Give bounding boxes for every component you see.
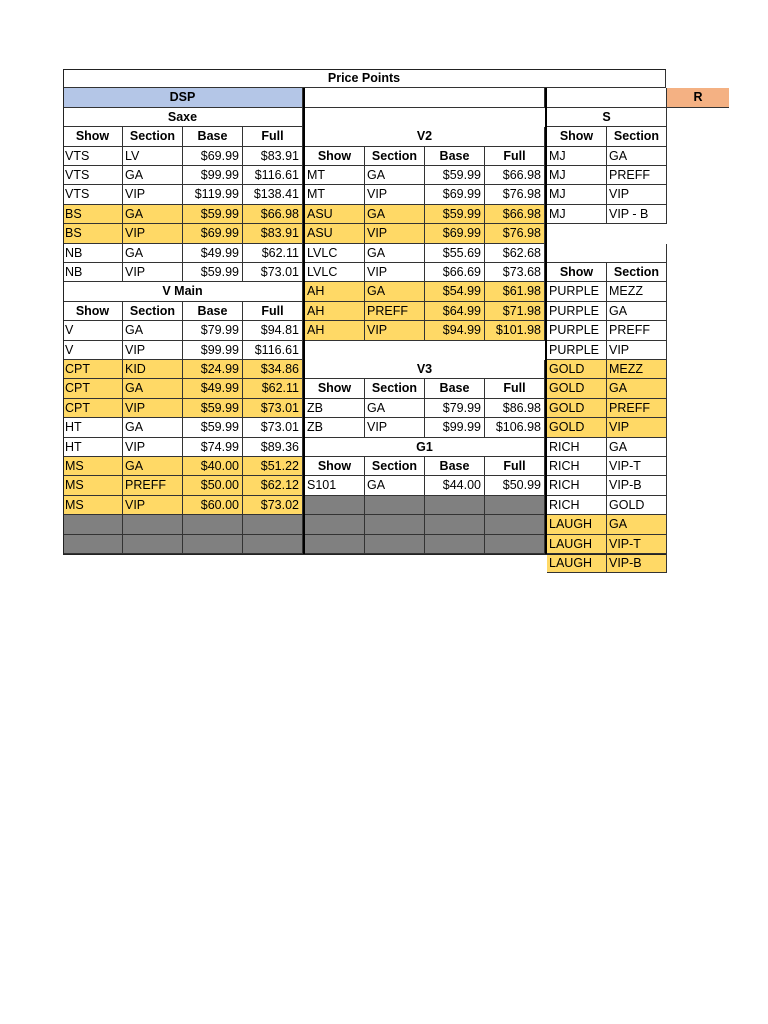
column-header-r2-1[interactable]: Section xyxy=(607,263,667,282)
cutoff-cell[interactable] xyxy=(667,263,728,282)
table-cell-v3[interactable]: ZB xyxy=(305,418,365,437)
table-cell-g1[interactable]: S101 xyxy=(305,476,365,495)
table-cell-vmain[interactable]: $94.81 xyxy=(243,321,303,340)
table-cell-r2[interactable]: LAUGH xyxy=(547,535,607,554)
table-cell-v2[interactable]: LVLC xyxy=(305,263,365,282)
table-cell-v2[interactable]: PREFF xyxy=(365,302,425,321)
empty-cell[interactable] xyxy=(485,496,545,515)
table-cell-v2[interactable]: $66.98 xyxy=(485,166,545,185)
table-cell-vmain[interactable]: VIP xyxy=(123,496,183,515)
column-header-vmain-0[interactable]: Show xyxy=(63,302,123,321)
table-cell-r2[interactable]: VIP-T xyxy=(607,457,667,476)
table-cell-vmain[interactable]: GA xyxy=(123,379,183,398)
table-cell-r2[interactable]: RICH xyxy=(547,476,607,495)
table-cell-r2[interactable]: VIP-T xyxy=(607,535,667,554)
table-cell-g1[interactable]: $50.99 xyxy=(485,476,545,495)
column-header-g1-0[interactable]: Show xyxy=(305,457,365,476)
cutoff-cell[interactable] xyxy=(667,205,728,224)
cutoff-cell[interactable] xyxy=(667,379,728,398)
table-cell-v2[interactable]: AH xyxy=(305,321,365,340)
cutoff-cell[interactable] xyxy=(667,127,728,146)
table-title-vmain[interactable]: V Main xyxy=(63,282,303,301)
table-cell-vmain[interactable]: $89.36 xyxy=(243,438,303,457)
table-cell-vmain[interactable]: GA xyxy=(123,321,183,340)
empty-cell[interactable] xyxy=(485,535,545,554)
table-title-r1[interactable]: S xyxy=(547,108,667,127)
table-cell-vmain[interactable]: CPT xyxy=(63,379,123,398)
empty-cell[interactable] xyxy=(365,535,425,554)
table-cell-r2[interactable]: MEZZ xyxy=(607,282,667,301)
table-cell-v2[interactable]: GA xyxy=(365,244,425,263)
table-cell-v2[interactable]: $94.99 xyxy=(425,321,485,340)
table-cell-r2[interactable]: LAUGH xyxy=(547,554,607,573)
table-cell-v2[interactable]: $101.98 xyxy=(485,321,545,340)
empty-cell[interactable] xyxy=(123,535,183,554)
table-cell-r1[interactable]: MJ xyxy=(547,166,607,185)
table-cell-r1[interactable]: PREFF xyxy=(607,166,667,185)
table-cell-v2[interactable]: $61.98 xyxy=(485,282,545,301)
empty-cell[interactable] xyxy=(425,496,485,515)
table-cell-r2[interactable]: GA xyxy=(607,438,667,457)
table-cell-v2[interactable]: $76.98 xyxy=(485,185,545,204)
table-cell-vmain[interactable]: $51.22 xyxy=(243,457,303,476)
table-cell-r1[interactable]: GA xyxy=(607,147,667,166)
table-cell-vmain[interactable]: MS xyxy=(63,457,123,476)
sheet-title[interactable]: Price Points xyxy=(63,69,666,88)
table-cell-v2[interactable]: $66.98 xyxy=(485,205,545,224)
column-header-vmain-3[interactable]: Full xyxy=(243,302,303,321)
empty-cell[interactable] xyxy=(183,515,243,534)
table-cell-r2[interactable]: PURPLE xyxy=(547,282,607,301)
table-cell-v2[interactable]: $59.99 xyxy=(425,205,485,224)
table-cell-vmain[interactable]: $24.99 xyxy=(183,360,243,379)
table-cell-saxe[interactable]: VTS xyxy=(63,166,123,185)
table-cell-r2[interactable]: GOLD xyxy=(547,418,607,437)
table-cell-r2[interactable]: VIP-B xyxy=(607,476,667,495)
column-header-v2-0[interactable]: Show xyxy=(305,147,365,166)
table-cell-vmain[interactable]: CPT xyxy=(63,399,123,418)
empty-cell[interactable] xyxy=(305,535,365,554)
table-cell-vmain[interactable]: KID xyxy=(123,360,183,379)
table-cell-v2[interactable]: VIP xyxy=(365,263,425,282)
table-cell-saxe[interactable]: VIP xyxy=(123,224,183,243)
column-header-v3-0[interactable]: Show xyxy=(305,379,365,398)
cutoff-cell[interactable] xyxy=(667,515,728,534)
cutoff-cell[interactable] xyxy=(667,147,728,166)
table-cell-g1[interactable]: $44.00 xyxy=(425,476,485,495)
table-cell-g1[interactable]: GA xyxy=(365,476,425,495)
cutoff-cell[interactable] xyxy=(667,496,728,515)
table-cell-saxe[interactable]: NB xyxy=(63,263,123,282)
table-cell-v3[interactable]: $106.98 xyxy=(485,418,545,437)
table-cell-v2[interactable]: $76.98 xyxy=(485,224,545,243)
table-cell-v2[interactable]: $64.99 xyxy=(425,302,485,321)
table-cell-vmain[interactable]: $74.99 xyxy=(183,438,243,457)
table-cell-vmain[interactable]: MS xyxy=(63,496,123,515)
table-cell-v2[interactable]: ASU xyxy=(305,224,365,243)
table-cell-r2[interactable]: VIP xyxy=(607,418,667,437)
table-cell-r2[interactable]: GOLD xyxy=(607,496,667,515)
table-cell-v2[interactable]: MT xyxy=(305,166,365,185)
table-cell-r2[interactable]: GA xyxy=(607,379,667,398)
cutoff-cell[interactable] xyxy=(667,360,728,379)
table-cell-saxe[interactable]: $99.99 xyxy=(183,166,243,185)
table-cell-v2[interactable]: ASU xyxy=(305,205,365,224)
table-cell-r2[interactable]: VIP xyxy=(607,341,667,360)
table-cell-saxe[interactable]: VIP xyxy=(123,263,183,282)
column-header-vmain-2[interactable]: Base xyxy=(183,302,243,321)
column-header-v2-1[interactable]: Section xyxy=(365,147,425,166)
cutoff-cell[interactable] xyxy=(667,418,728,437)
empty-cell[interactable] xyxy=(365,515,425,534)
column-header-v2-3[interactable]: Full xyxy=(485,147,545,166)
table-cell-vmain[interactable]: $60.00 xyxy=(183,496,243,515)
empty-cell[interactable] xyxy=(485,515,545,534)
block-separator xyxy=(303,88,305,554)
table-cell-v2[interactable]: GA xyxy=(365,282,425,301)
table-spacer-r2[interactable] xyxy=(547,244,667,263)
table-cell-vmain[interactable]: MS xyxy=(63,476,123,495)
table-cell-saxe[interactable]: VIP xyxy=(123,185,183,204)
cutoff-cell[interactable] xyxy=(667,399,728,418)
table-title-g1[interactable]: G1 xyxy=(305,438,545,457)
table-cell-r2[interactable]: PREFF xyxy=(607,399,667,418)
column-header-saxe-0[interactable]: Show xyxy=(63,127,123,146)
table-cell-vmain[interactable]: $49.99 xyxy=(183,379,243,398)
table-cell-v2[interactable]: MT xyxy=(305,185,365,204)
table-cell-saxe[interactable]: GA xyxy=(123,205,183,224)
table-cell-vmain[interactable]: $34.86 xyxy=(243,360,303,379)
table-cell-r2[interactable]: GOLD xyxy=(547,360,607,379)
table-title-saxe[interactable]: Saxe xyxy=(63,108,303,127)
empty-cell[interactable] xyxy=(63,515,123,534)
table-cell-r1[interactable]: MJ xyxy=(547,205,607,224)
column-header-r2-0[interactable]: Show xyxy=(547,263,607,282)
empty-cell[interactable] xyxy=(305,496,365,515)
table-cell-v2[interactable]: $71.98 xyxy=(485,302,545,321)
table-cell-r2[interactable]: GA xyxy=(607,302,667,321)
table-cell-v2[interactable]: $55.69 xyxy=(425,244,485,263)
table-cell-saxe[interactable]: $69.99 xyxy=(183,224,243,243)
table-cell-vmain[interactable]: $99.99 xyxy=(183,341,243,360)
empty-cell[interactable] xyxy=(305,515,365,534)
cutoff-cell[interactable] xyxy=(667,535,728,554)
table-cell-v2[interactable]: LVLC xyxy=(305,244,365,263)
table-cell-vmain[interactable]: $40.00 xyxy=(183,457,243,476)
table-cell-v3[interactable]: $99.99 xyxy=(425,418,485,437)
table-cell-vmain[interactable]: V xyxy=(63,341,123,360)
cutoff-cell[interactable] xyxy=(667,224,728,243)
table-cell-v3[interactable]: VIP xyxy=(365,418,425,437)
table-cell-v2[interactable]: $73.68 xyxy=(485,263,545,282)
table-cell-v2[interactable]: GA xyxy=(365,205,425,224)
cutoff-cell[interactable] xyxy=(667,438,728,457)
table-cell-v3[interactable]: $79.99 xyxy=(425,399,485,418)
empty-cell[interactable] xyxy=(63,535,123,554)
table-cell-r1[interactable]: MJ xyxy=(547,147,607,166)
empty-cell[interactable] xyxy=(123,515,183,534)
table-cell-saxe[interactable]: BS xyxy=(63,205,123,224)
table-cell-r2[interactable]: RICH xyxy=(547,438,607,457)
table-cell-r2[interactable]: PREFF xyxy=(607,321,667,340)
table-cell-r1[interactable]: VIP - B xyxy=(607,205,667,224)
table-cell-r2[interactable]: RICH xyxy=(547,496,607,515)
table-cell-saxe[interactable]: $59.99 xyxy=(183,263,243,282)
table-cell-v3[interactable]: $86.98 xyxy=(485,399,545,418)
table-cell-r2[interactable]: LAUGH xyxy=(547,515,607,534)
cutoff-cell[interactable] xyxy=(667,321,728,340)
table-cell-vmain[interactable]: $73.02 xyxy=(243,496,303,515)
table-cell-vmain[interactable]: GA xyxy=(123,457,183,476)
cutoff-cell[interactable] xyxy=(667,302,728,321)
column-header-v3-2[interactable]: Base xyxy=(425,379,485,398)
price-points-sheet xyxy=(63,69,728,570)
cutoff-cell[interactable] xyxy=(667,476,728,495)
cutoff-cell[interactable] xyxy=(667,457,728,476)
column-header-g1-3[interactable]: Full xyxy=(485,457,545,476)
column-header-g1-1[interactable]: Section xyxy=(365,457,425,476)
table-cell-vmain[interactable]: HT xyxy=(63,438,123,457)
table-cell-vmain[interactable]: CPT xyxy=(63,360,123,379)
empty-cell[interactable] xyxy=(365,496,425,515)
table-cell-r2[interactable]: PURPLE xyxy=(547,321,607,340)
cutoff-cell[interactable] xyxy=(667,108,728,127)
table-cell-r2[interactable]: PURPLE xyxy=(547,341,607,360)
group-header-right-cell[interactable] xyxy=(547,88,667,107)
table-cell-saxe[interactable]: BS xyxy=(63,224,123,243)
column-header-r1-1[interactable]: Section xyxy=(607,127,667,146)
empty-cell[interactable] xyxy=(425,535,485,554)
table-cell-r1[interactable]: MJ xyxy=(547,185,607,204)
column-header-r1-0[interactable]: Show xyxy=(547,127,607,146)
table-cell-r2[interactable]: MEZZ xyxy=(607,360,667,379)
table-cell-saxe[interactable]: VTS xyxy=(63,185,123,204)
table-cell-v2[interactable]: $59.99 xyxy=(425,166,485,185)
table-cell-vmain[interactable]: $59.99 xyxy=(183,399,243,418)
table-cell-vmain[interactable]: HT xyxy=(63,418,123,437)
table-cell-vmain[interactable]: V xyxy=(63,321,123,340)
empty-cell[interactable] xyxy=(243,515,303,534)
table-cell-saxe[interactable]: VTS xyxy=(63,147,123,166)
column-header-saxe-2[interactable]: Base xyxy=(183,127,243,146)
table-cell-vmain[interactable]: $59.99 xyxy=(183,418,243,437)
column-header-v3-1[interactable]: Section xyxy=(365,379,425,398)
table-cell-saxe[interactable]: $59.99 xyxy=(183,205,243,224)
column-header-vmain-1[interactable]: Section xyxy=(123,302,183,321)
table-cell-saxe[interactable]: GA xyxy=(123,166,183,185)
table-cell-r2[interactable]: VIP-B xyxy=(607,554,667,573)
table-cell-v2[interactable]: $69.99 xyxy=(425,185,485,204)
table-cell-v2[interactable]: $69.99 xyxy=(425,224,485,243)
table-cell-v2[interactable]: $54.99 xyxy=(425,282,485,301)
table-cell-saxe[interactable]: $69.99 xyxy=(183,147,243,166)
table-cell-saxe[interactable]: $83.91 xyxy=(243,224,303,243)
column-header-saxe-3[interactable]: Full xyxy=(243,127,303,146)
column-header-saxe-1[interactable]: Section xyxy=(123,127,183,146)
table-cell-r2[interactable]: RICH xyxy=(547,457,607,476)
table-title-v3[interactable]: V3 xyxy=(305,360,545,379)
table-cell-saxe[interactable]: NB xyxy=(63,244,123,263)
table-cell-r2[interactable]: GOLD xyxy=(547,379,607,398)
table-cell-v3[interactable]: ZB xyxy=(305,399,365,418)
table-cell-saxe[interactable]: $73.01 xyxy=(243,263,303,282)
column-header-v3-3[interactable]: Full xyxy=(485,379,545,398)
table-cell-saxe[interactable]: $138.41 xyxy=(243,185,303,204)
table-cell-v2[interactable]: AH xyxy=(305,302,365,321)
table-cell-saxe[interactable]: GA xyxy=(123,244,183,263)
table-cell-vmain[interactable]: $73.01 xyxy=(243,399,303,418)
column-header-g1-2[interactable]: Base xyxy=(425,457,485,476)
table-cell-r2[interactable]: GA xyxy=(607,515,667,534)
table-cell-v2[interactable]: AH xyxy=(305,282,365,301)
empty-cell[interactable] xyxy=(425,515,485,534)
table-title-v2[interactable]: V2 xyxy=(305,127,545,146)
table-cell-vmain[interactable]: $116.61 xyxy=(243,341,303,360)
table-cell-vmain[interactable]: $50.00 xyxy=(183,476,243,495)
table-cell-v2[interactable]: VIP xyxy=(365,224,425,243)
table-cell-vmain[interactable]: $79.99 xyxy=(183,321,243,340)
table-cell-saxe[interactable]: $62.11 xyxy=(243,244,303,263)
table-cell-v3[interactable]: GA xyxy=(365,399,425,418)
table-cell-saxe[interactable]: LV xyxy=(123,147,183,166)
table-cell-vmain[interactable]: $73.01 xyxy=(243,418,303,437)
table-cell-vmain[interactable]: $62.11 xyxy=(243,379,303,398)
table-cell-v2[interactable]: VIP xyxy=(365,321,425,340)
cutoff-cell[interactable] xyxy=(667,282,728,301)
table-cell-r2[interactable]: GOLD xyxy=(547,399,607,418)
table-cell-saxe[interactable]: $66.98 xyxy=(243,205,303,224)
block-separator xyxy=(545,88,547,554)
cutoff-cell[interactable] xyxy=(667,244,728,263)
table-cell-vmain[interactable]: GA xyxy=(123,418,183,437)
cutoff-cell[interactable] xyxy=(667,341,728,360)
table-cell-v2[interactable]: GA xyxy=(365,166,425,185)
group-header-right[interactable]: R xyxy=(667,88,729,107)
table-cell-v2[interactable]: $66.69 xyxy=(425,263,485,282)
table-cell-vmain[interactable]: PREFF xyxy=(123,476,183,495)
table-cell-r2[interactable]: PURPLE xyxy=(547,302,607,321)
table-cell-saxe[interactable]: $119.99 xyxy=(183,185,243,204)
table-cell-v2[interactable]: $62.68 xyxy=(485,244,545,263)
table-cell-saxe[interactable]: $49.99 xyxy=(183,244,243,263)
table-cell-saxe[interactable]: $83.91 xyxy=(243,147,303,166)
group-header-dsp[interactable]: DSP xyxy=(63,88,303,107)
table-cell-vmain[interactable]: $62.12 xyxy=(243,476,303,495)
table-cell-r1[interactable]: VIP xyxy=(607,185,667,204)
empty-cell[interactable] xyxy=(183,535,243,554)
table-cell-saxe[interactable]: $116.61 xyxy=(243,166,303,185)
table-cell-vmain[interactable]: VIP xyxy=(123,438,183,457)
cutoff-cell[interactable] xyxy=(667,166,728,185)
table-cell-v2[interactable]: VIP xyxy=(365,185,425,204)
table-cell-vmain[interactable]: VIP xyxy=(123,341,183,360)
table-cell-vmain[interactable]: VIP xyxy=(123,399,183,418)
cutoff-cell[interactable] xyxy=(667,185,728,204)
group-header-blank[interactable] xyxy=(305,88,545,107)
empty-cell[interactable] xyxy=(243,535,303,554)
column-header-v2-2[interactable]: Base xyxy=(425,147,485,166)
